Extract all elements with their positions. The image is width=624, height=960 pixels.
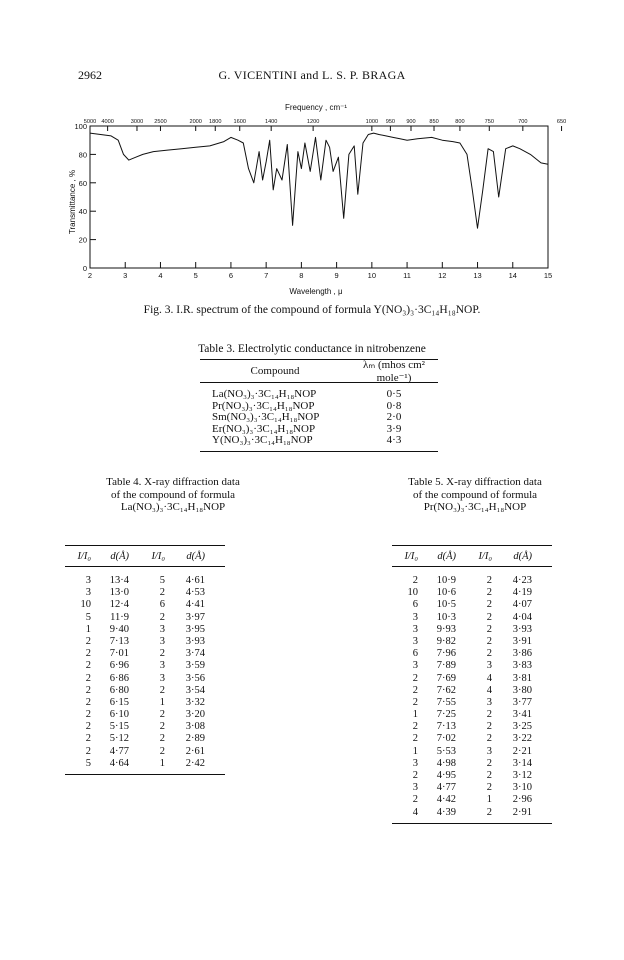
table4-cell: 2: [159, 733, 165, 745]
table5-cell: 5·53: [436, 745, 456, 757]
table5-cell: 7·62: [436, 684, 456, 696]
table5-cell: 3·77: [512, 696, 532, 708]
top-tick-label: 900: [406, 119, 416, 125]
table4-cell: 3: [85, 587, 91, 599]
table3-value: 0·8: [386, 399, 402, 412]
table-row: [392, 794, 552, 806]
table4-cell: 1: [159, 696, 165, 708]
y-ticks: [74, 122, 96, 273]
table-row: [392, 709, 552, 721]
table5-header-1: d(Å): [437, 550, 456, 562]
table3-row: [200, 412, 438, 424]
table-row: [65, 660, 225, 672]
table4-cell: 5·12: [109, 733, 129, 745]
table4-cell: 2: [159, 684, 165, 696]
bottom-tick-label: 13: [473, 271, 482, 280]
table-row: [65, 673, 225, 685]
bottom-tick-label: 5: [193, 271, 198, 280]
table4-cell: 3·95: [185, 623, 205, 635]
table-row: [392, 624, 552, 636]
top-tick-label: 800: [455, 119, 465, 125]
table4-cell: 2: [85, 684, 91, 696]
table-row: [392, 673, 552, 685]
table-row: [392, 733, 552, 745]
figure-caption: Fig. 3. I.R. spectrum of the compound of formula Y(NO₃)₃·3C₁₄H₁₈NOP.: [143, 304, 481, 316]
table4-cell: 3·08: [185, 721, 205, 733]
table5-cell: 3: [412, 782, 418, 794]
table4-cell: 9·40: [109, 623, 129, 635]
top-tick-label: 1800: [209, 119, 222, 125]
table5-cell: 2: [412, 794, 418, 806]
table5-cell: 2: [412, 672, 418, 684]
y-tick-label: 60: [78, 178, 87, 188]
table5-cell: 4·23: [512, 575, 532, 586]
top-tick-label: 950: [385, 119, 396, 125]
table5-cell: 2: [412, 733, 418, 745]
table5-cell: 3: [412, 635, 418, 647]
table5-cell: 3·86: [512, 648, 532, 660]
table3-value: 2·0: [386, 411, 402, 423]
top-ticks: [84, 119, 566, 131]
bottom-tick-label: 14: [508, 271, 517, 280]
running-head: G. VICENTINI and L. S. P. BRAGA: [218, 68, 406, 82]
table4-cell: 5: [85, 757, 91, 769]
table4-cell: 11·9: [110, 611, 129, 623]
table5-cell: 4·98: [436, 757, 456, 769]
table5-cell: 3: [486, 660, 492, 672]
table5-cell: 9·82: [436, 635, 456, 647]
bottom-tick-label: 6: [228, 271, 234, 280]
table-row: [65, 636, 225, 648]
table4: [65, 545, 225, 775]
table5-subtitle: of the compound of formula: [412, 488, 538, 501]
table5-cell: 3: [412, 660, 418, 672]
table4-cell: 3·20: [185, 709, 205, 721]
table4-cell: 6·96: [109, 660, 129, 672]
table-row: [392, 685, 552, 697]
table3-title: Table 3. Electrolytic conductance in nitrobenzene: [198, 343, 426, 355]
table-row: [65, 709, 225, 721]
table3-compound: Pr(NO₃)₃·3C₁₄H₁₈NOP: [212, 399, 315, 412]
table5-cell: 1: [412, 709, 418, 721]
table5-cell: 3: [486, 745, 492, 757]
table4-cell: 3·97: [185, 611, 205, 623]
table5-cell: 6: [412, 648, 418, 660]
top-tick-label: 1400: [264, 119, 278, 125]
table4-header-0: I/I₀: [77, 550, 91, 562]
table4-cell: 3·93: [185, 635, 205, 647]
table5-cell: 4: [486, 672, 492, 684]
table5-cell: 2: [486, 623, 492, 635]
table-row: [392, 758, 552, 770]
table4-cell: 4·77: [109, 745, 129, 757]
table5-cell: 2: [486, 599, 492, 611]
table4-cell: 2: [85, 648, 91, 660]
table5-cell: 2: [412, 696, 418, 708]
table5-cell: 3·83: [512, 660, 532, 672]
table4-cell: 2: [85, 721, 91, 733]
table5-cell: 2: [486, 770, 492, 781]
y-tick-label: 100: [74, 122, 87, 131]
table4-cell: 3·74: [185, 648, 205, 660]
top-tick-label: 2500: [154, 119, 167, 125]
table-row: [392, 746, 552, 758]
table4-cell: 13·0: [109, 587, 129, 599]
table5-cell: 2: [486, 782, 492, 794]
table4-header-3: d(Å): [186, 550, 205, 562]
table4-cell: 6·10: [109, 709, 129, 721]
table4-cell: 7·13: [109, 635, 129, 647]
table5-cell: 1: [412, 745, 418, 757]
table4-cell: 2: [85, 733, 91, 745]
table5-cell: 3·80: [512, 684, 532, 696]
table5-cell: 2: [486, 648, 492, 660]
table5-cell: 1: [486, 794, 492, 806]
table4-cell: 2: [85, 745, 91, 757]
table5-cell: 2: [486, 587, 492, 599]
table-row: [392, 575, 552, 587]
top-tick-label: 3000: [130, 119, 144, 125]
top-tick-label: 5000: [83, 119, 97, 125]
table5-cell: 2: [486, 575, 492, 586]
table5-cell: 3·12: [512, 770, 532, 781]
table5-cell: 3: [486, 696, 492, 708]
table5-title: Table 5. X-ray diffraction data: [408, 476, 542, 488]
table5-cell: 2: [412, 684, 418, 696]
table4-cell: 3·59: [185, 660, 205, 672]
table5-cell: 6: [412, 599, 418, 611]
table4-cell: 2: [85, 660, 91, 672]
y-tick-label: 20: [78, 235, 87, 245]
table4-cell: 5: [85, 611, 91, 623]
series-layer: [90, 133, 548, 228]
table-row: [65, 721, 225, 733]
table3-row: [200, 389, 438, 401]
table5-cell: 2·21: [512, 745, 532, 757]
bottom-tick-label: 12: [438, 271, 447, 280]
table5-cell: 3·91: [512, 635, 532, 647]
table4-cell: 6: [159, 599, 165, 611]
table5-cell: 2: [412, 770, 418, 781]
table5-cell: 4·07: [512, 599, 532, 611]
table4-cell: 6·80: [109, 684, 129, 696]
table4-cell: 3: [159, 660, 165, 672]
table-row: [392, 612, 552, 624]
table-row: [65, 733, 225, 745]
table3-col-lambda: λₘ (mhos cm² mole⁻¹): [363, 359, 425, 384]
table4-title: Table 4. X-ray diffraction data: [106, 476, 240, 488]
table4-formula: La(NO₃)₃·3C₁₄H₁₈NOP: [120, 501, 226, 513]
table4-cell: 2: [159, 745, 165, 757]
table5-cell: 10·5: [436, 599, 456, 611]
table4-cell: 2: [85, 709, 91, 721]
top-tick-label: 1000: [365, 119, 379, 125]
table-row: [65, 612, 225, 624]
table3-value: 0·5: [386, 388, 402, 400]
table4-cell: 3·54: [185, 684, 205, 696]
top-tick-label: 850: [429, 119, 439, 125]
table-row: [392, 807, 552, 819]
table4-cell: 3: [159, 623, 165, 635]
table4-cell: 5: [159, 575, 165, 586]
table4-cell: 2·42: [185, 757, 205, 769]
table5-cell: 7·13: [436, 721, 456, 733]
table4-cell: 7·01: [109, 648, 129, 660]
table4-cell: 2: [159, 709, 165, 721]
table-row: [392, 587, 552, 599]
table-row: [65, 575, 225, 587]
table5-cell: 4·42: [436, 794, 456, 806]
table-row: [392, 770, 552, 782]
top-tick-label: 2000: [189, 119, 202, 125]
table4-cell: 1: [85, 623, 91, 635]
y-axis-label: Transmittance , %: [68, 169, 77, 235]
table5-cell: 4·77: [436, 782, 456, 794]
table-row: [392, 660, 552, 672]
table-row: [65, 758, 225, 770]
table4-cell: 4·41: [185, 599, 205, 611]
table4-cell: 2·89: [185, 733, 205, 745]
table-row: [392, 636, 552, 648]
table-row: [65, 624, 225, 636]
bottom-tick-label: 8: [299, 271, 304, 280]
plot-frame: [90, 126, 548, 268]
table4-cell: 2: [85, 696, 91, 708]
top-axis-label: Frequency , cm⁻¹: [284, 103, 348, 112]
top-tick-label: 700: [518, 119, 528, 125]
table3-compound: Sm(NO₃)₃·3C₁₄H₁₈NOP: [212, 411, 320, 423]
table4-cell: 6·86: [109, 672, 129, 684]
table5-header-3: d(Å): [513, 550, 532, 562]
table4-title-block: [78, 476, 268, 514]
table3-row: [200, 435, 438, 447]
top-tick-label: 4000: [101, 119, 114, 125]
table5-cell: 2: [486, 611, 492, 623]
table5-title-block: [380, 476, 570, 514]
bottom-tick-label: 3: [123, 271, 128, 280]
table5-cell: 2: [486, 733, 492, 745]
top-tick-label: 750: [484, 119, 494, 125]
table4-cell: 1: [159, 757, 165, 769]
table5-cell: 7·55: [436, 696, 456, 708]
table5-cell: 3·22: [512, 733, 532, 745]
table5-cell: 2·96: [512, 794, 532, 806]
table4-cell: 2: [159, 611, 165, 623]
table4-cell: 2·61: [185, 745, 205, 757]
table4-cell: 2: [159, 721, 165, 733]
table-row: [392, 697, 552, 709]
table5-cell: 3·81: [512, 672, 532, 684]
table5-cell: 7·89: [436, 660, 456, 672]
table4-header-1: d(Å): [110, 550, 129, 562]
table5-cell: 10: [407, 587, 418, 599]
table-row: [392, 648, 552, 660]
table-row: [65, 746, 225, 758]
plot-border: [90, 126, 548, 268]
table-row: [65, 685, 225, 697]
table5-cell: 3·25: [512, 721, 532, 733]
table5-cell: 4·19: [512, 587, 532, 599]
table5-header-0: I/I₀: [404, 550, 418, 562]
bottom-tick-label: 15: [543, 271, 553, 280]
top-tick-label: 1200: [306, 119, 320, 125]
table-row: [392, 599, 552, 611]
table-row: [392, 721, 552, 733]
table4-cell: 6·15: [109, 696, 129, 708]
table4-cell: 2: [159, 587, 165, 599]
table5-cell: 2: [486, 635, 492, 647]
table3-compound: La(NO₃)₃·3C₁₄H₁₈NOP: [212, 388, 317, 400]
page-number: 2962: [78, 68, 102, 82]
y-tick-label: 40: [78, 207, 87, 217]
table5-cell: 4: [486, 684, 492, 696]
table4-cell: 3·32: [185, 696, 205, 708]
bottom-tick-label: 2: [87, 271, 93, 280]
table4-cell: 3·56: [185, 672, 205, 684]
table4-cell: 2: [159, 648, 165, 660]
table4-cell: 3: [159, 672, 165, 684]
bottom-tick-label: 11: [403, 271, 411, 280]
table4-cell: 13·4: [109, 575, 129, 586]
table5-header-2: I/I₀: [478, 550, 492, 562]
top-tick-label: 1600: [233, 119, 246, 125]
table4-cell: 2: [85, 672, 91, 684]
table3-value: 3·9: [386, 422, 402, 435]
table5-cell: 10·6: [436, 587, 456, 599]
bottom-tick-label: 7: [264, 271, 269, 280]
bottom-tick-label: 9: [334, 271, 339, 280]
table-row: [65, 599, 225, 611]
y-tick-label: 80: [78, 150, 87, 160]
table5-cell: 3: [412, 611, 418, 623]
table5-cell: 4·95: [436, 770, 456, 781]
table5-cell: 2: [486, 757, 492, 769]
table5-cell: 10·9: [436, 575, 456, 586]
table5-cell: 7·69: [436, 672, 456, 684]
table4-cell: 3: [85, 575, 91, 586]
table4-cell: 5·15: [109, 721, 129, 733]
table5: [392, 545, 552, 824]
table3-compound: Er(NO₃)₃·3C₁₄H₁₈NOP: [212, 422, 316, 435]
bottom-tick-label: 10: [367, 271, 377, 280]
table4-cell: 4·61: [185, 575, 205, 586]
table5-cell: 2: [486, 806, 492, 818]
table4-cell: 2: [85, 635, 91, 647]
table5-cell: 3·14: [512, 757, 532, 769]
bottom-tick-label: 4: [158, 271, 163, 280]
table4-header-2: I/I₀: [151, 550, 165, 562]
table5-cell: 4·04: [512, 611, 532, 623]
table4-cell: 12·4: [109, 599, 129, 611]
table5-cell: 7·25: [436, 709, 456, 721]
table3-col-compound: Compound: [250, 365, 300, 377]
table5-cell: 7·02: [436, 733, 456, 745]
table4-cell: 4·64: [109, 757, 129, 769]
table5-cell: 2: [486, 721, 492, 733]
table3: [200, 359, 438, 452]
table5-formula: Pr(NO₃)₃·3C₁₄H₁₈NOP: [423, 501, 527, 513]
table5-cell: 3·41: [512, 709, 532, 721]
table4-cell: 4·53: [185, 587, 205, 599]
bottom-axis-label: Wavelength , μ: [289, 287, 343, 296]
table5-cell: 4·39: [436, 806, 456, 818]
table5-cell: 3·10: [512, 782, 532, 794]
table5-cell: 7·96: [436, 648, 456, 660]
table4-subtitle: of the compound of formula: [110, 488, 236, 501]
table-row: [65, 648, 225, 660]
table-row: [65, 697, 225, 709]
top-tick-label: 650: [556, 119, 567, 125]
table5-cell: 9·93: [436, 623, 456, 635]
table-row: [65, 587, 225, 599]
table3-value: 4·3: [386, 434, 402, 446]
table5-cell: 3·93: [512, 623, 532, 635]
table5-cell: 4: [412, 806, 418, 818]
bottom-ticks: [88, 262, 552, 280]
table4-cell: 3: [159, 635, 165, 647]
table4-cell: 10: [80, 599, 91, 611]
table5-cell: 2: [412, 721, 418, 733]
table5-cell: 2·91: [512, 806, 532, 818]
table5-cell: 2: [412, 575, 418, 586]
ir-spectrum-figure: [0, 0, 624, 300]
table5-cell: 3: [412, 623, 418, 635]
table5-cell: 10·3: [436, 611, 456, 623]
table3-compound: Y(NO₃)₃·3C₁₄H₁₈NOP: [212, 434, 313, 446]
table-row: [392, 782, 552, 794]
y-tick-label: 0: [82, 264, 87, 273]
table5-cell: 2: [486, 709, 492, 721]
transmittance-series-line: [90, 133, 548, 228]
table5-cell: 3: [412, 757, 418, 769]
